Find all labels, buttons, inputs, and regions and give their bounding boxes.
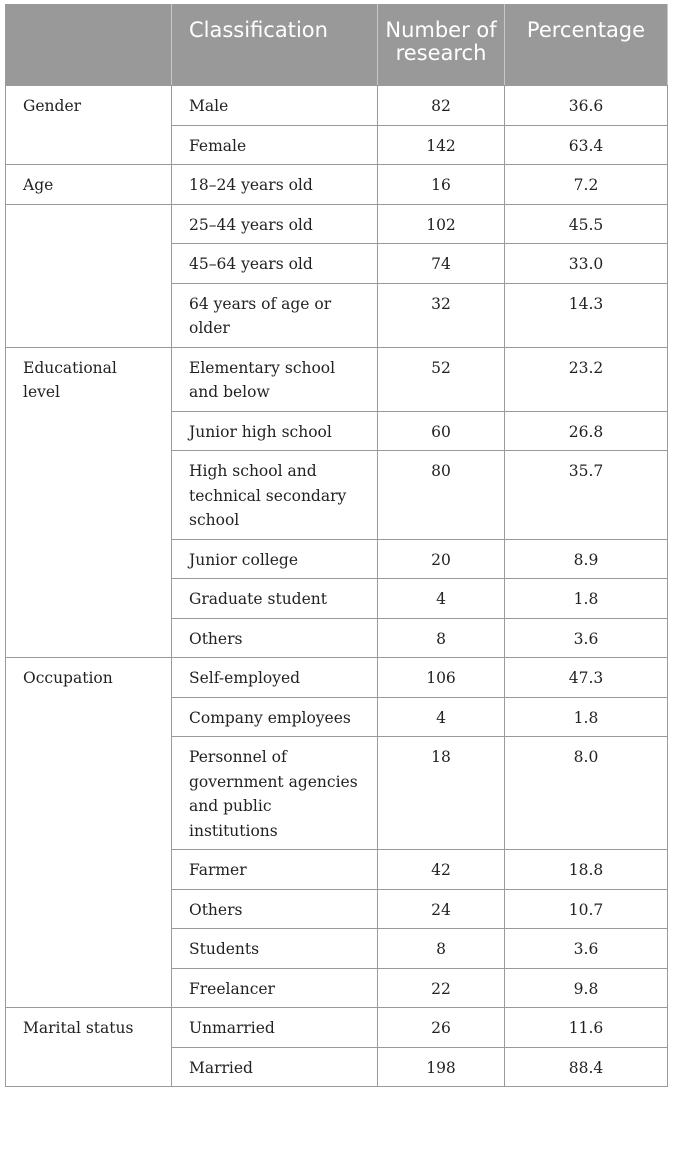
header-percentage: Percentage: [505, 5, 668, 86]
percentage-cell: 9.8: [505, 968, 668, 1008]
table-row: [6, 1008, 668, 1048]
number-cell: 8: [378, 929, 505, 969]
classification-cell: 25–44 years old: [172, 204, 378, 244]
group-label: Age: [6, 165, 172, 205]
classification-cell: High school and technical secondary school: [172, 451, 378, 540]
percentage-cell: 33.0: [505, 244, 668, 284]
table-row: [6, 658, 668, 698]
classification-cell: 64 years of age or older: [172, 283, 378, 347]
table-row: [6, 165, 668, 205]
classification-cell: 18–24 years old: [172, 165, 378, 205]
percentage-cell: 26.8: [505, 411, 668, 451]
demographics-table: [5, 4, 668, 1087]
classification-cell: Freelancer: [172, 968, 378, 1008]
group-label: [6, 204, 172, 347]
number-cell: 22: [378, 968, 505, 1008]
percentage-cell: 8.9: [505, 539, 668, 579]
number-cell: 82: [378, 86, 505, 126]
percentage-cell: 10.7: [505, 889, 668, 929]
percentage-cell: 35.7: [505, 451, 668, 540]
number-cell: 80: [378, 451, 505, 540]
classification-cell: Others: [172, 889, 378, 929]
classification-cell: Others: [172, 618, 378, 658]
number-cell: 18: [378, 737, 505, 850]
percentage-cell: 14.3: [505, 283, 668, 347]
number-cell: 4: [378, 697, 505, 737]
number-cell: 60: [378, 411, 505, 451]
number-cell: 42: [378, 850, 505, 890]
group-label: Educational level: [6, 347, 172, 658]
classification-cell: Unmarried: [172, 1008, 378, 1048]
group-label: Occupation: [6, 658, 172, 1008]
group-label: Gender: [6, 86, 172, 165]
number-cell: 52: [378, 347, 505, 411]
header-row: [6, 5, 668, 86]
number-cell: 8: [378, 618, 505, 658]
number-cell: 32: [378, 283, 505, 347]
percentage-cell: 23.2: [505, 347, 668, 411]
classification-cell: Junior college: [172, 539, 378, 579]
classification-cell: Students: [172, 929, 378, 969]
percentage-cell: 36.6: [505, 86, 668, 126]
table-row: [6, 204, 668, 244]
classification-cell: Elementary school and below: [172, 347, 378, 411]
classification-cell: Female: [172, 125, 378, 165]
percentage-cell: 1.8: [505, 579, 668, 619]
number-cell: 20: [378, 539, 505, 579]
header-number: Number of research: [378, 5, 505, 86]
table-row: [6, 347, 668, 411]
percentage-cell: 3.6: [505, 929, 668, 969]
classification-cell: Married: [172, 1047, 378, 1087]
percentage-cell: 11.6: [505, 1008, 668, 1048]
number-cell: 198: [378, 1047, 505, 1087]
number-cell: 102: [378, 204, 505, 244]
number-cell: 26: [378, 1008, 505, 1048]
table-body: [6, 86, 668, 1087]
percentage-cell: 1.8: [505, 697, 668, 737]
classification-cell: Male: [172, 86, 378, 126]
percentage-cell: 7.2: [505, 165, 668, 205]
percentage-cell: 3.6: [505, 618, 668, 658]
number-cell: 16: [378, 165, 505, 205]
percentage-cell: 63.4: [505, 125, 668, 165]
classification-cell: 45–64 years old: [172, 244, 378, 284]
classification-cell: Junior high school: [172, 411, 378, 451]
table-row: [6, 86, 668, 126]
number-cell: 106: [378, 658, 505, 698]
table-header: [6, 5, 668, 86]
classification-cell: Company employees: [172, 697, 378, 737]
classification-cell: Personnel of government agencies and public institutions: [172, 737, 378, 850]
percentage-cell: 18.8: [505, 850, 668, 890]
classification-cell: Graduate student: [172, 579, 378, 619]
classification-cell: Self-employed: [172, 658, 378, 698]
group-label: Marital status: [6, 1008, 172, 1087]
number-cell: 142: [378, 125, 505, 165]
header-classification: Classification: [172, 5, 378, 86]
classification-cell: Farmer: [172, 850, 378, 890]
percentage-cell: 45.5: [505, 204, 668, 244]
percentage-cell: 88.4: [505, 1047, 668, 1087]
number-cell: 24: [378, 889, 505, 929]
percentage-cell: 8.0: [505, 737, 668, 850]
number-cell: 4: [378, 579, 505, 619]
header-group: [6, 5, 172, 86]
percentage-cell: 47.3: [505, 658, 668, 698]
number-cell: 74: [378, 244, 505, 284]
